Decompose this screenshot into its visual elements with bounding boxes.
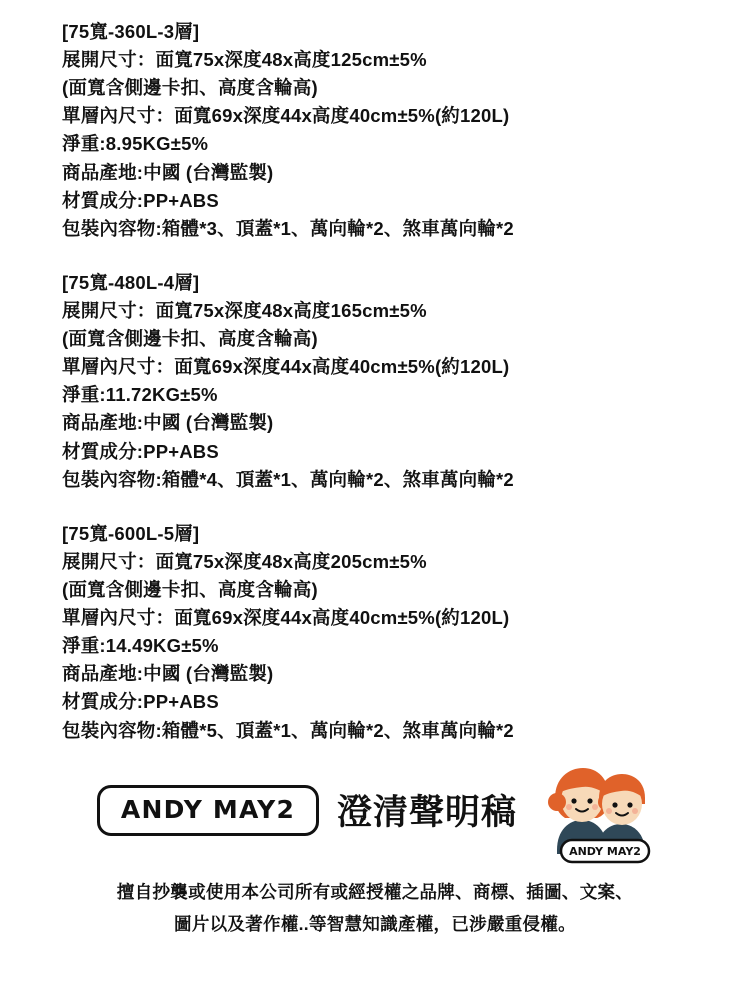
spec-line: 材質成分:PP+ABS	[62, 440, 219, 462]
spec-line: 包裝內容物:箱體*3、頂蓋*1、萬向輪*2、煞車萬向輪*2	[62, 217, 514, 239]
spec-line: (面寬含側邊卡扣、高度含輪高)	[62, 578, 318, 600]
spec-line: 展開尺寸：面寬75x深度48x高度165cm±5%	[62, 299, 427, 321]
spec-title: [75寬-360L-3層]	[62, 21, 200, 42]
spec-line: 商品產地:中國 (台灣監製)	[62, 161, 274, 183]
spec-line: (面寬含側邊卡扣、高度含輪高)	[62, 328, 318, 350]
spec-title: [75寬-600L-5層]	[62, 522, 200, 544]
mascot-illustration	[535, 754, 663, 866]
brand-logo-text: ANDY MAY2	[120, 794, 296, 824]
spec-line: 單層內尺寸：面寬69x深度44x高度40cm±5%(約120L)	[62, 356, 510, 378]
mascot-label-text: ANDY MAY2	[569, 845, 641, 858]
statement-title: 澄清聲明稿	[336, 793, 517, 832]
spec-block-360l	[62, 18, 720, 243]
spec-line: 材質成分:PP+ABS	[62, 691, 219, 713]
spec-line: 展開尺寸：面寬75x深度48x高度125cm±5%	[62, 49, 427, 71]
spec-line: 單層內尺寸：面寬69x深度44x高度40cm±5%(約120L)	[62, 105, 510, 127]
spec-line: 淨重:8.95KG±5%	[62, 133, 209, 155]
spec-line: 商品產地:中國 (台灣監製)	[62, 663, 274, 685]
spec-block-480l	[62, 269, 720, 494]
brand-row	[0, 750, 750, 870]
spec-line: 淨重:14.49KG±5%	[62, 635, 219, 657]
spec-block-600l	[62, 520, 720, 745]
spec-line: 包裝內容物:箱體*5、頂蓋*1、萬向輪*2、煞車萬向輪*2	[62, 719, 514, 741]
spec-line: (面寬含側邊卡扣、高度含輪高)	[62, 77, 318, 99]
spec-line: 淨重:11.72KG±5%	[62, 384, 218, 406]
spec-line: 材質成分:PP+ABS	[62, 189, 219, 211]
disclaimer-line: 擅自抄襲或使用本公司所有或經授權之品牌、商標、插圖、文案、	[116, 882, 634, 902]
disclaimer-block	[0, 870, 750, 941]
spec-line: 包裝內容物:箱體*4、頂蓋*1、萬向輪*2、煞車萬向輪*2	[62, 468, 514, 490]
brand-logo	[97, 785, 319, 836]
mascot-svg	[535, 754, 663, 866]
spec-line: 展開尺寸：面寬75x深度48x高度205cm±5%	[62, 550, 427, 572]
spec-title: [75寬-480L-4層]	[62, 271, 200, 293]
disclaimer-line: 圖片以及著作權..等智慧知識產權，已涉嚴重侵權。	[174, 914, 576, 935]
footer-section	[0, 750, 750, 980]
spec-line: 單層內尺寸：面寬69x深度44x高度40cm±5%(約120L)	[62, 607, 510, 629]
spec-line: 商品產地:中國 (台灣監製)	[62, 412, 274, 434]
